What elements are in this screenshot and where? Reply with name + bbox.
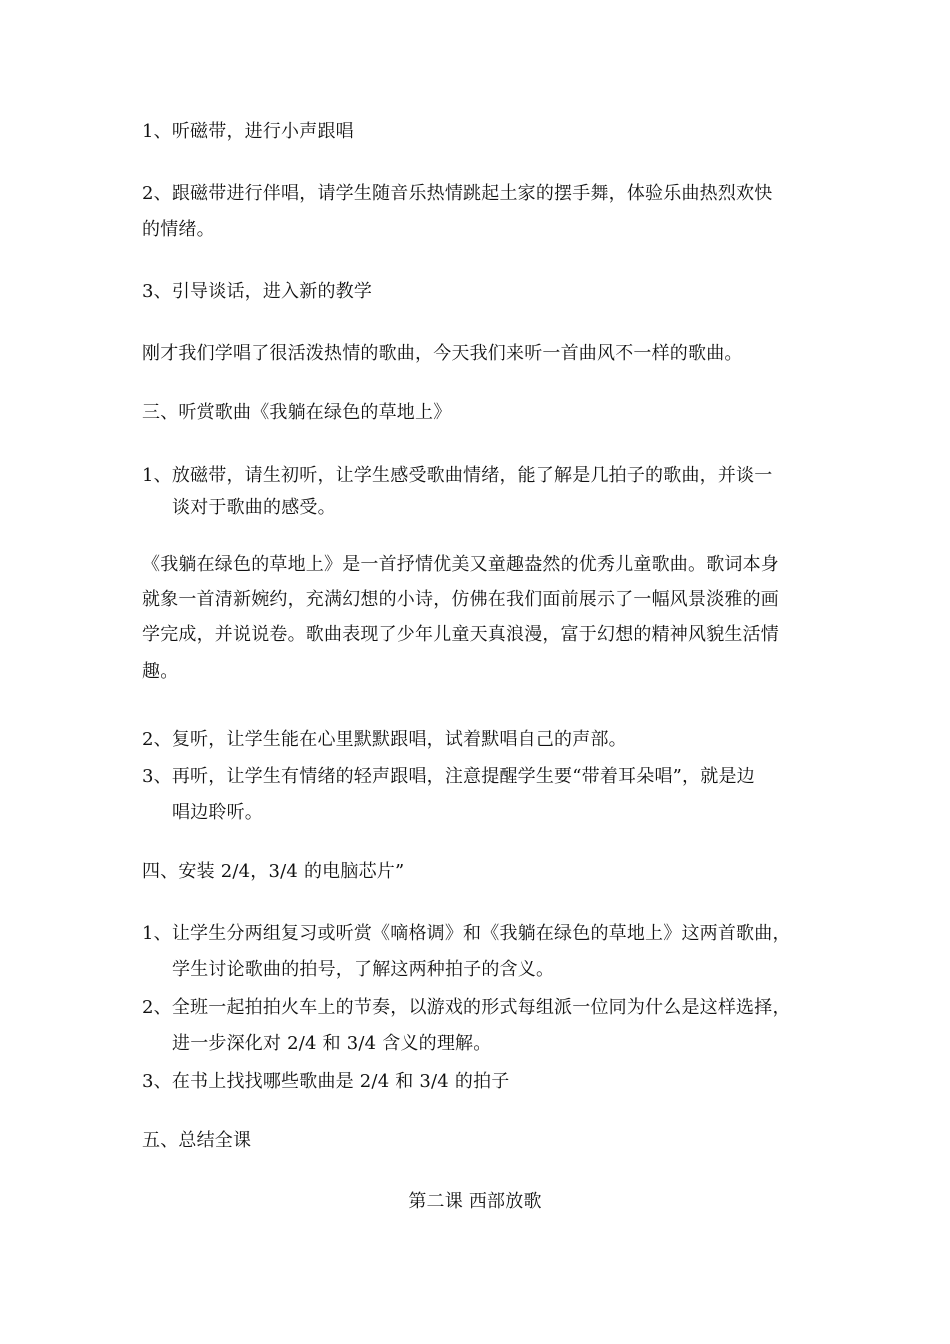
section-heading-listen-song: 三、听赏歌曲《我躺在绿色的草地上》 <box>142 402 452 423</box>
song-intro-line3: 学完成，并说说卷。歌曲表现了少年儿童天真浪漫，富于幻想的精神风貌生活情 <box>142 624 779 645</box>
step-sing-softly-line2: 唱边聆听。 <box>172 802 263 823</box>
step-guide-talk: 3、引导谈话，进入新的教学 <box>142 281 373 302</box>
song-intro-line4: 趣。 <box>142 661 179 682</box>
step-sing-softly-line1: 3、再听，让学生有情绪的轻声跟唱，注意提醒学生要“带着耳朵唱”，就是边 <box>142 766 755 787</box>
song-intro-line1: 《我躺在绿色的草地上》是一首抒情优美又童趣盎然的优秀儿童歌曲。歌词本身 <box>142 554 779 575</box>
section-heading-time-signature: 四、安装 2/4，3/4 的电脑芯片” <box>142 861 405 882</box>
step-sing-along-line1: 2、跟磁带进行伴唱，请学生随音乐热情跳起土家的摆手舞，体验乐曲热烈欢快 <box>142 183 773 204</box>
step-rhythm-line2: 进一步深化对 2/4 和 3/4 含义的理解。 <box>172 1033 492 1054</box>
step-rhythm-line1: 2、全班一起拍拍火车上的节奏，以游戏的形式每组派一位同为什么是这样选择， <box>142 997 791 1018</box>
step-play-tape-line1: 1、放磁带，请生初听，让学生感受歌曲情绪，能了解是几拍子的歌曲，并谈一 <box>142 465 773 486</box>
step-groups-line2: 学生讨论歌曲的拍号，了解这两种拍子的含义。 <box>172 959 555 980</box>
step-sing-along-line2: 的情绪。 <box>142 219 215 240</box>
step-listen-again: 2、复听，让学生能在心里默默跟唱，试着默唱自己的声部。 <box>142 729 627 750</box>
lesson-title: 第二课 西部放歌 <box>408 1191 542 1212</box>
step-find-songs: 3、在书上找找哪些歌曲是 2/4 和 3/4 的拍子 <box>142 1071 510 1092</box>
transition-paragraph: 刚才我们学唱了很活泼热情的歌曲，今天我们来听一首曲风不一样的歌曲。 <box>142 343 743 364</box>
step-listen-tape: 1、听磁带，进行小声跟唱 <box>142 121 354 142</box>
step-groups-line1: 1、让学生分两组复习或听赏《嘀格调》和《我躺在绿色的草地上》这两首歌曲， <box>142 923 791 944</box>
step-play-tape-line2: 谈对于歌曲的感受。 <box>172 497 336 518</box>
section-heading-summary: 五、总结全课 <box>142 1130 252 1151</box>
song-intro-line2: 就象一首清新婉约，充满幻想的小诗，仿佛在我们面前展示了一幅风景淡雅的画 <box>142 589 779 610</box>
